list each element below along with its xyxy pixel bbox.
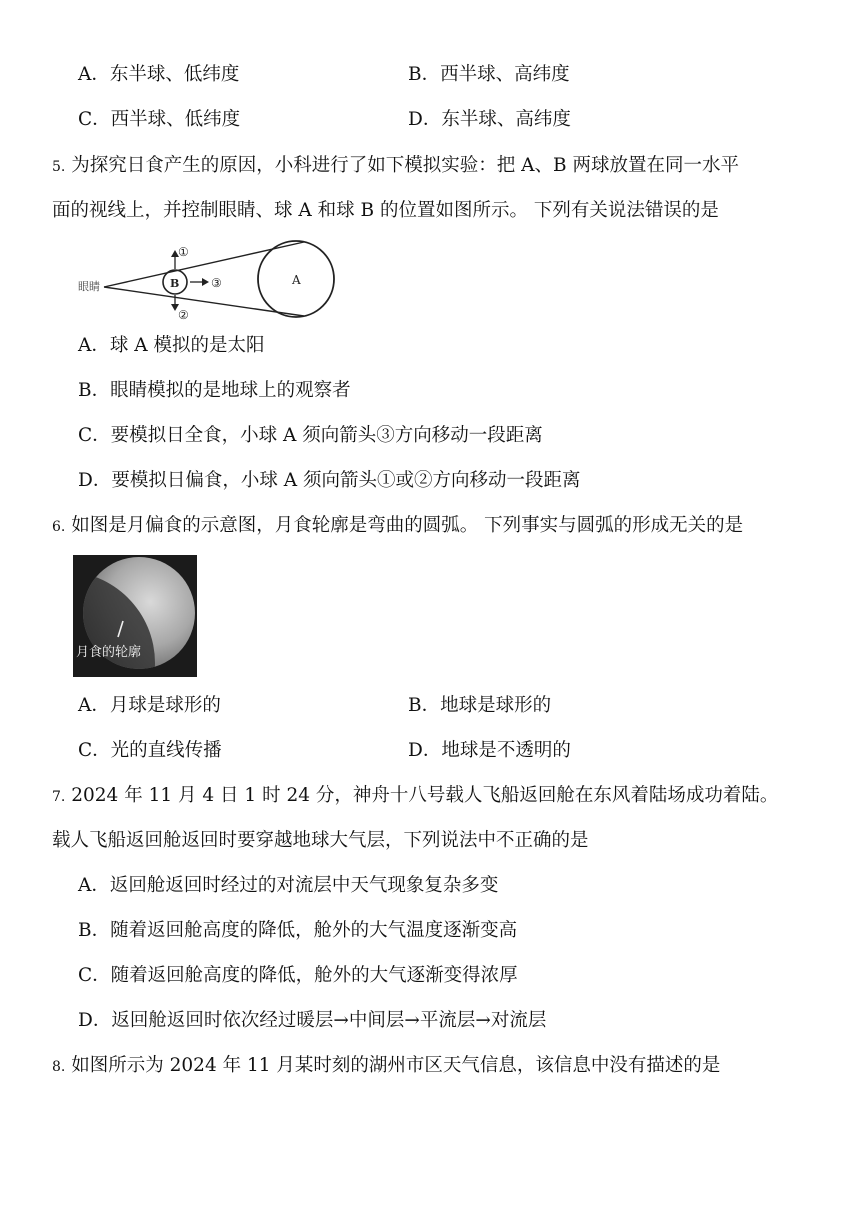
q7-option-d: D．返回舱返回时依次经过暖层→中间层→平流层→对流层 xyxy=(78,1010,547,1031)
q5-stem-line1 xyxy=(52,154,739,179)
q5-ball-a-label: A xyxy=(292,273,301,287)
q7-text-line1: 2024 年 11 月 4 日 1 时 24 分，神舟十八号载人飞船返回舱在东风着陆场成功着陆。 xyxy=(71,785,779,806)
q5-eye-label: 眼睛 xyxy=(78,280,100,293)
q4-option-b: B．西半球、高纬度 xyxy=(408,64,570,85)
q4-option-a: A．东半球、低纬度 xyxy=(78,64,240,85)
q5-option-b: B．眼睛模拟的是地球上的观察者 xyxy=(78,380,351,401)
q7-option-a: A．返回舱返回时经过的对流层中天气现象复杂多变 xyxy=(78,875,499,896)
q5-arrow-3-label: ③ xyxy=(211,276,222,290)
q5-text-line2: 面的视线上，并控制眼睛、球 A 和球 B 的位置如图所示。 下列有关说法错误的是 xyxy=(52,200,719,221)
q7-option-b: B．随着返回舱高度的降低，舱外的大气温度逐渐变高 xyxy=(78,920,518,941)
q6-option-d: D．地球是不透明的 xyxy=(408,740,571,761)
q5-option-a: A．球 A 模拟的是太阳 xyxy=(78,335,265,356)
q6-lunar-eclipse-photo xyxy=(73,555,197,677)
q6-option-a: A．月球是球形的 xyxy=(78,695,221,716)
q5-text-line1: 为探究日食产生的原因，小科进行了如下模拟实验：把 A、B 两球放置在同一水平 xyxy=(71,155,739,176)
q5-option-c: C．要模拟日全食，小球 A 须向箭头③方向移动一段距离 xyxy=(78,425,543,446)
q4-option-d: D．东半球、高纬度 xyxy=(408,109,571,130)
q5-ball-b-label: B xyxy=(170,277,180,290)
q8-number: 8. xyxy=(52,1059,66,1075)
q5-number: 5. xyxy=(52,159,66,175)
q6-option-b: B．地球是球形的 xyxy=(408,695,552,716)
q6-stem-line1 xyxy=(52,514,743,539)
q5-eclipse-model-figure xyxy=(74,236,346,324)
q5-option-d: D．要模拟日偏食，小球 A 须向箭头①或②方向移动一段距离 xyxy=(78,470,581,491)
q6-option-c: C．光的直线传播 xyxy=(78,740,222,761)
q7-option-c: C．随着返回舱高度的降低，舱外的大气逐渐变得浓厚 xyxy=(78,965,518,986)
q4-option-c: C．西半球、低纬度 xyxy=(78,109,241,130)
q7-text-line2: 载人飞船返回舱返回时要穿越地球大气层，下列说法中不正确的是 xyxy=(52,830,589,851)
q5-arrow-1-label: ① xyxy=(178,245,189,259)
q7-number: 7. xyxy=(52,789,66,805)
q5-arrow-2-label: ② xyxy=(178,308,189,322)
q8-stem-line1 xyxy=(52,1054,720,1079)
q7-stem-line1 xyxy=(52,784,778,809)
q6-number: 6. xyxy=(52,519,66,535)
q6-text-line1: 如图是月偏食的示意图，月食轮廓是弯曲的圆弧。 下列事实与圆弧的形成无关的是 xyxy=(71,515,744,536)
q8-text-line1: 如图所示为 2024 年 11 月某时刻的湖州市区天气信息，该信息中没有描述的是 xyxy=(71,1055,721,1076)
q6-caption: 月食的轮廓 xyxy=(76,645,142,660)
